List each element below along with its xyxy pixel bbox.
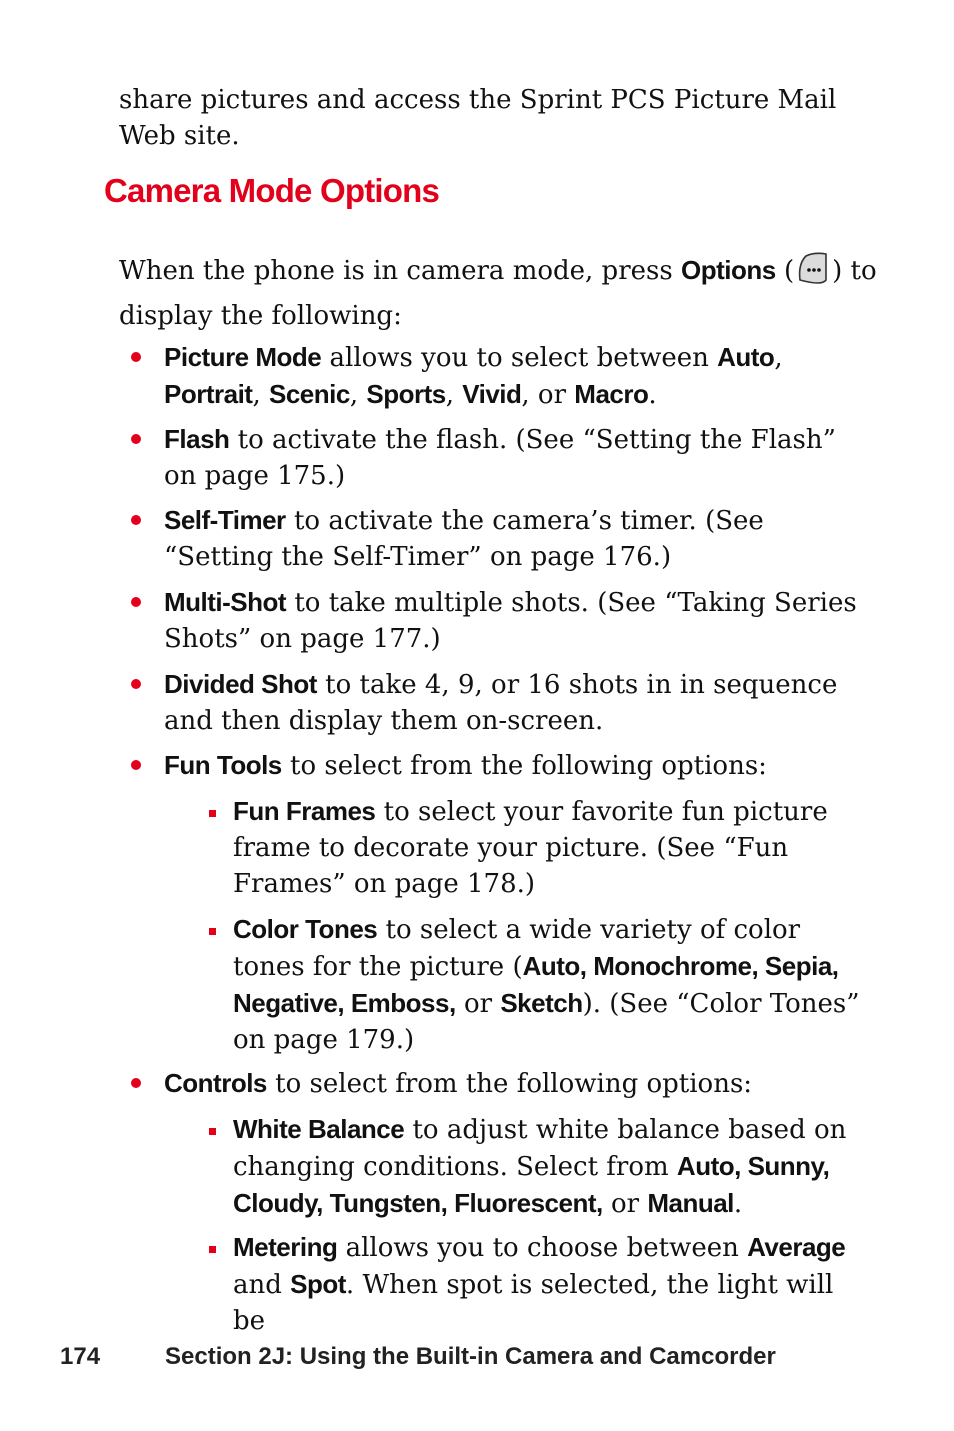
item-keyword: Metering [233, 1232, 338, 1262]
item-keyword: Fun Tools [164, 750, 282, 780]
option-keyword: Average [747, 1232, 846, 1262]
option-keyword: Manual [647, 1188, 734, 1218]
bullet-dot [131, 434, 141, 444]
list-item-controls [164, 1065, 864, 1102]
sub-bullet-square [209, 928, 216, 935]
item-keyword: Divided Shot [164, 669, 317, 699]
item-keyword: Flash [164, 424, 230, 454]
section-title: Section 2J: Using the Built-in Camera and Camcorder [165, 1343, 776, 1370]
item-text: to take 4, 9, or 16 shots in in sequence and then display them on-screen. [164, 670, 838, 736]
item-text: , [252, 380, 269, 410]
sub-bullet-square [209, 1246, 216, 1253]
item-text: to select your favorite fun picture frame to decorate your picture. (See “Fun Frames” on page 178.) [233, 797, 828, 899]
sub-bullet-square [209, 810, 216, 817]
item-text: , [774, 343, 783, 373]
sub-item-white-balance [233, 1111, 863, 1222]
item-text: allows you to select between [321, 343, 718, 373]
item-keyword: Controls [164, 1068, 267, 1098]
option-keyword: Sports [366, 379, 446, 409]
item-text: or [455, 989, 501, 1019]
sub-item-fun-frames [233, 793, 863, 902]
item-text: , [349, 380, 367, 410]
bullet-dot [131, 515, 141, 525]
list-item-divided-shot [164, 666, 864, 739]
item-keyword: Self-Timer [164, 505, 286, 535]
list-item-multi-shot [164, 584, 864, 657]
item-text: . When spot is selected, the light will be [233, 1270, 834, 1336]
intro-text: share pictures and access the Sprint PCS Picture Mail Web site. [119, 85, 837, 151]
option-keyword: Auto [717, 342, 775, 372]
option-keyword: Auto, Monochrome, Sepia, Negative, Emboss, [233, 951, 839, 1018]
page-number: 174 [60, 1343, 101, 1370]
list-item-picture-mode [164, 339, 864, 413]
sub-item-metering [233, 1229, 863, 1339]
item-text: to select a wide variety of color tones for the picture ( [233, 915, 801, 982]
item-text: , [445, 380, 463, 410]
item-keyword: Picture Mode [164, 342, 322, 372]
list-item-fun-tools [164, 747, 864, 784]
sub-item-color-tones [233, 911, 863, 1058]
intro-paragraph [119, 82, 879, 154]
item-keyword: Fun Frames [233, 796, 376, 826]
lead-paragraph [119, 248, 879, 339]
item-keyword: White Balance [233, 1114, 405, 1144]
option-keyword: Sketch [500, 988, 583, 1018]
list-item-self-timer [164, 502, 864, 575]
item-text: to activate the camera’s timer. (See “Setting the Self-Timer” on page 176.) [164, 506, 764, 572]
sub-bullet-square [209, 1128, 216, 1135]
lead-paren: ( [775, 256, 795, 286]
item-text: , or [521, 380, 575, 410]
option-keyword: Macro [574, 379, 649, 409]
bullet-dot [131, 679, 141, 689]
item-text: to select from the following options: [281, 751, 767, 781]
item-text: or [602, 1189, 648, 1219]
option-keyword: Spot [290, 1269, 346, 1299]
item-text: . [733, 1189, 743, 1219]
option-keyword: Auto, Sunny, Cloudy, Tungsten, Fluorescent, [233, 1151, 830, 1218]
item-text: allows you to choose between [337, 1233, 748, 1263]
list-item-flash [164, 421, 864, 494]
bullet-dot [131, 760, 141, 770]
bullet-dot [131, 597, 141, 607]
option-keyword: Scenic [269, 379, 350, 409]
item-keyword: Multi-Shot [164, 587, 287, 617]
bullet-dot [131, 352, 141, 362]
item-text: ). (See “Color Tones” on page 179.) [233, 989, 860, 1055]
option-keyword: Vivid [462, 379, 522, 409]
item-text: . [648, 380, 657, 410]
item-text: to select from the following options: [266, 1069, 753, 1099]
options-keyword: Options [680, 255, 776, 285]
options-softkey-icon [796, 250, 830, 288]
item-keyword: Color Tones [233, 914, 378, 944]
bullet-dot [131, 1078, 141, 1088]
lead-post: ) to display the following: [119, 256, 877, 331]
section-heading: Camera Mode Options [104, 172, 440, 209]
item-text: to adjust white balance based on changing conditions. Select from [233, 1115, 847, 1182]
lead-pre: When the phone is in camera mode, press [119, 256, 681, 286]
item-text: and [233, 1270, 291, 1300]
item-text: to activate the flash. (See “Setting the Flash” on page 175.) [164, 425, 836, 491]
option-keyword: Portrait [164, 379, 253, 409]
item-text: to take multiple shots. (See “Taking Series Shots” on page 177.) [164, 588, 857, 654]
